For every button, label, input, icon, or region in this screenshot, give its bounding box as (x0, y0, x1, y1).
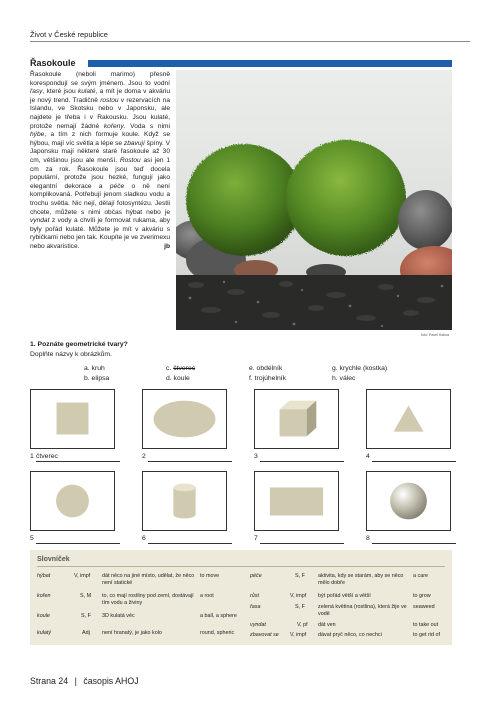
circle-shape (31, 472, 114, 530)
vocab-definition: dát ven (318, 622, 336, 628)
vocab-definition: dávat pryč něco, co nechci (318, 632, 382, 638)
vocab-translation: a root (200, 593, 214, 599)
vocab-word: řasa (250, 604, 261, 610)
shape-box-1 (30, 389, 115, 449)
vocab-translation: to move (200, 573, 220, 579)
vocab-word: růst (250, 593, 259, 599)
article-italic-word: zbavují (123, 139, 145, 147)
option-e: e. obdélník (249, 365, 283, 372)
vocab-grammar: Adj (82, 630, 90, 636)
article-italic-word: kulaté (77, 88, 96, 96)
ellipse-shape (143, 390, 226, 448)
answer-value: čtverec (36, 453, 58, 460)
article-text: , které jsou (42, 88, 78, 96)
answer-number: 6 (142, 535, 146, 542)
answer-4[interactable] (366, 452, 456, 464)
sphere-shape (367, 472, 450, 530)
article-title: Řasokoule (30, 58, 76, 68)
shape-box-4 (366, 389, 451, 449)
vocab-grammar: V, impf (74, 573, 91, 579)
vocab-definition: není hranatý, je jako kolo (102, 630, 162, 636)
vocab-definition: 3D kulatá věc (102, 613, 135, 619)
article-italic-word: vyndat (30, 217, 50, 225)
square-shape (31, 390, 114, 448)
option-d: d. koule (166, 375, 190, 382)
vocabulary-box (30, 550, 452, 645)
vocabulary-title: Slovníček (37, 556, 70, 563)
vocab-definition: být pořád větší a větší (318, 593, 371, 599)
option-g: g. krychle (kostka) (332, 365, 388, 372)
article-italic-word: hýbe (30, 131, 45, 139)
article-italic-word: kořeny (103, 122, 124, 130)
cube-shape (255, 390, 338, 448)
answer-number: 1 (30, 453, 34, 460)
vocab-translation: seaweed (413, 604, 435, 610)
shape-box-2 (142, 389, 227, 449)
rectangle-shape (255, 472, 338, 530)
vocab-translation: round, spheric (200, 630, 235, 636)
vocab-translation: to get rid of (413, 632, 440, 638)
vocab-translation: to grow (413, 593, 431, 599)
article-text: o ně není komplikovaná. Potřebují jenom sladkou vodu a trochu světla. Nic nejí, dělají fotosyntézu. Jestli chcete, můžete s nimi občas hýbat nebo je (30, 182, 170, 216)
triangle-shape (367, 390, 450, 448)
vocab-grammar: S, F (295, 604, 305, 610)
page-number: Strana 24 (30, 676, 69, 686)
article-text: z vody a chvíli je formovat rukama, aby byly pořád kulaté. Můžete je mít v akváriu s rybičkami nebo jen tak. Koupíte je ve zverimexu nebo akvaristice. (30, 217, 170, 250)
article-text: špíny. V Japonsku mají některé staré řasokoule až 30 cm, většinou jsou ale menší. (30, 139, 170, 164)
article-text: asi jen 1 cm za rok. Řasokoule jsou teď docela populární, protože jsou hezké, fungují jako elegantní dekorace a (30, 156, 170, 190)
answer-8[interactable] (366, 534, 456, 546)
answer-line (36, 543, 120, 544)
option-h: h. válec (332, 375, 356, 382)
vocab-word: zbavovat se (250, 632, 279, 638)
answer-line (372, 461, 456, 462)
article-text: . Voda s nimi (123, 122, 171, 130)
marimo-photo (176, 70, 452, 330)
answer-line (260, 461, 344, 462)
article-body (30, 71, 170, 251)
article-italic-word: řasy (30, 88, 43, 96)
article-title-block (30, 58, 452, 68)
vocab-grammar: V, pf (297, 622, 308, 628)
answer-6[interactable] (142, 534, 232, 546)
answer-line (260, 543, 344, 544)
vocab-word: péče (250, 573, 262, 579)
article-text: v rezervacích na Islandu, ve Skotsku nebo v Japonsku, ale najdete je třeba i v Rakousku. Jsou kulaté, protože nemají žádné (30, 96, 170, 130)
shape-box-6 (142, 471, 227, 531)
vocabulary-rule (37, 566, 445, 567)
answer-number: 3 (254, 453, 258, 460)
page-footer (30, 676, 139, 686)
option-f: f. trojúhelník (249, 375, 287, 382)
answer-number: 5 (30, 535, 34, 542)
cylinder-shape (143, 472, 226, 530)
shape-box-7 (254, 471, 339, 531)
vocab-definition: dát něco na jiné místo, udělat, že něco není statické (102, 573, 195, 586)
photo-credit: foto: Pavel Kalina (421, 333, 449, 337)
vocab-definition: to, co mají rostliny pod zemí, dostávají tím vodu a živiny (102, 593, 194, 606)
answer-number: 2 (142, 453, 146, 460)
article-italic-word: Rostou (119, 156, 141, 164)
answer-5[interactable] (30, 534, 120, 546)
vocab-word: hýbat (37, 573, 51, 579)
footer-separator: | (74, 676, 77, 686)
answer-number: 4 (366, 453, 370, 460)
vocab-definition: zelená květina (rostlina), která žije ve vodě (318, 604, 407, 617)
vocab-translation: a care (413, 573, 428, 579)
vocab-grammar: S, F (81, 613, 91, 619)
marimo-photo-illustration (176, 70, 452, 330)
shape-box-3 (254, 389, 339, 449)
answer-3[interactable] (254, 452, 344, 464)
answer-2[interactable] (142, 452, 232, 464)
article-italic-word: rostou (100, 96, 119, 104)
header-rule (30, 41, 470, 42)
vocab-word: koule (37, 613, 50, 619)
answer-line (36, 461, 120, 462)
vocab-word: kulatý (37, 630, 52, 636)
shape-box-8 (366, 471, 451, 531)
answer-line (148, 461, 232, 462)
struck-option-word: čtverec (173, 365, 196, 372)
article-text: , a mít je doma v akváriu je nový trend. Tradičně (30, 88, 170, 104)
vocab-grammar: V, impf (290, 593, 307, 599)
option-c: c. čtverec (166, 365, 196, 372)
answer-number: 8 (366, 535, 370, 542)
answer-line (372, 543, 456, 544)
answer-number: 7 (254, 535, 258, 542)
answer-line (148, 543, 232, 544)
shape-box-5 (30, 471, 115, 531)
task-instruction: Doplňte názvy k obrázkům. (30, 351, 112, 358)
running-header: Život v České republice (30, 30, 108, 39)
answer-1[interactable] (30, 452, 120, 464)
vocab-word: kořen (37, 593, 51, 599)
title-bar (88, 60, 452, 67)
vocab-word: vyndat (250, 622, 266, 628)
vocab-definition: aktivita, kdy se starám, aby se něco mělo dobře (318, 573, 404, 586)
vocab-grammar: V, impf (290, 632, 307, 638)
magazine-name: časopis AHOJ (83, 676, 139, 686)
vocab-translation: to take out (413, 622, 439, 628)
vocab-grammar: S, M (80, 593, 92, 599)
article-text: , a tím z nich formuje koule. Když se hýbou, mají víc světla a lépe se (30, 131, 170, 147)
answer-7[interactable] (254, 534, 344, 546)
task-title: 1. Poznáte geometrické tvary? (30, 341, 128, 348)
vocab-translation: a ball, a sphere (200, 613, 237, 619)
option-a: a. kruh (84, 365, 105, 372)
article-italic-word: péče (109, 182, 125, 190)
article-signature: jb (164, 242, 170, 250)
article-text: Řasokoule (neboli marimo) přesně korespondují se svým jménem. Jsou to vodní (30, 71, 170, 87)
vocab-grammar: S, F (295, 573, 305, 579)
option-b: b. elipsa (84, 375, 110, 382)
